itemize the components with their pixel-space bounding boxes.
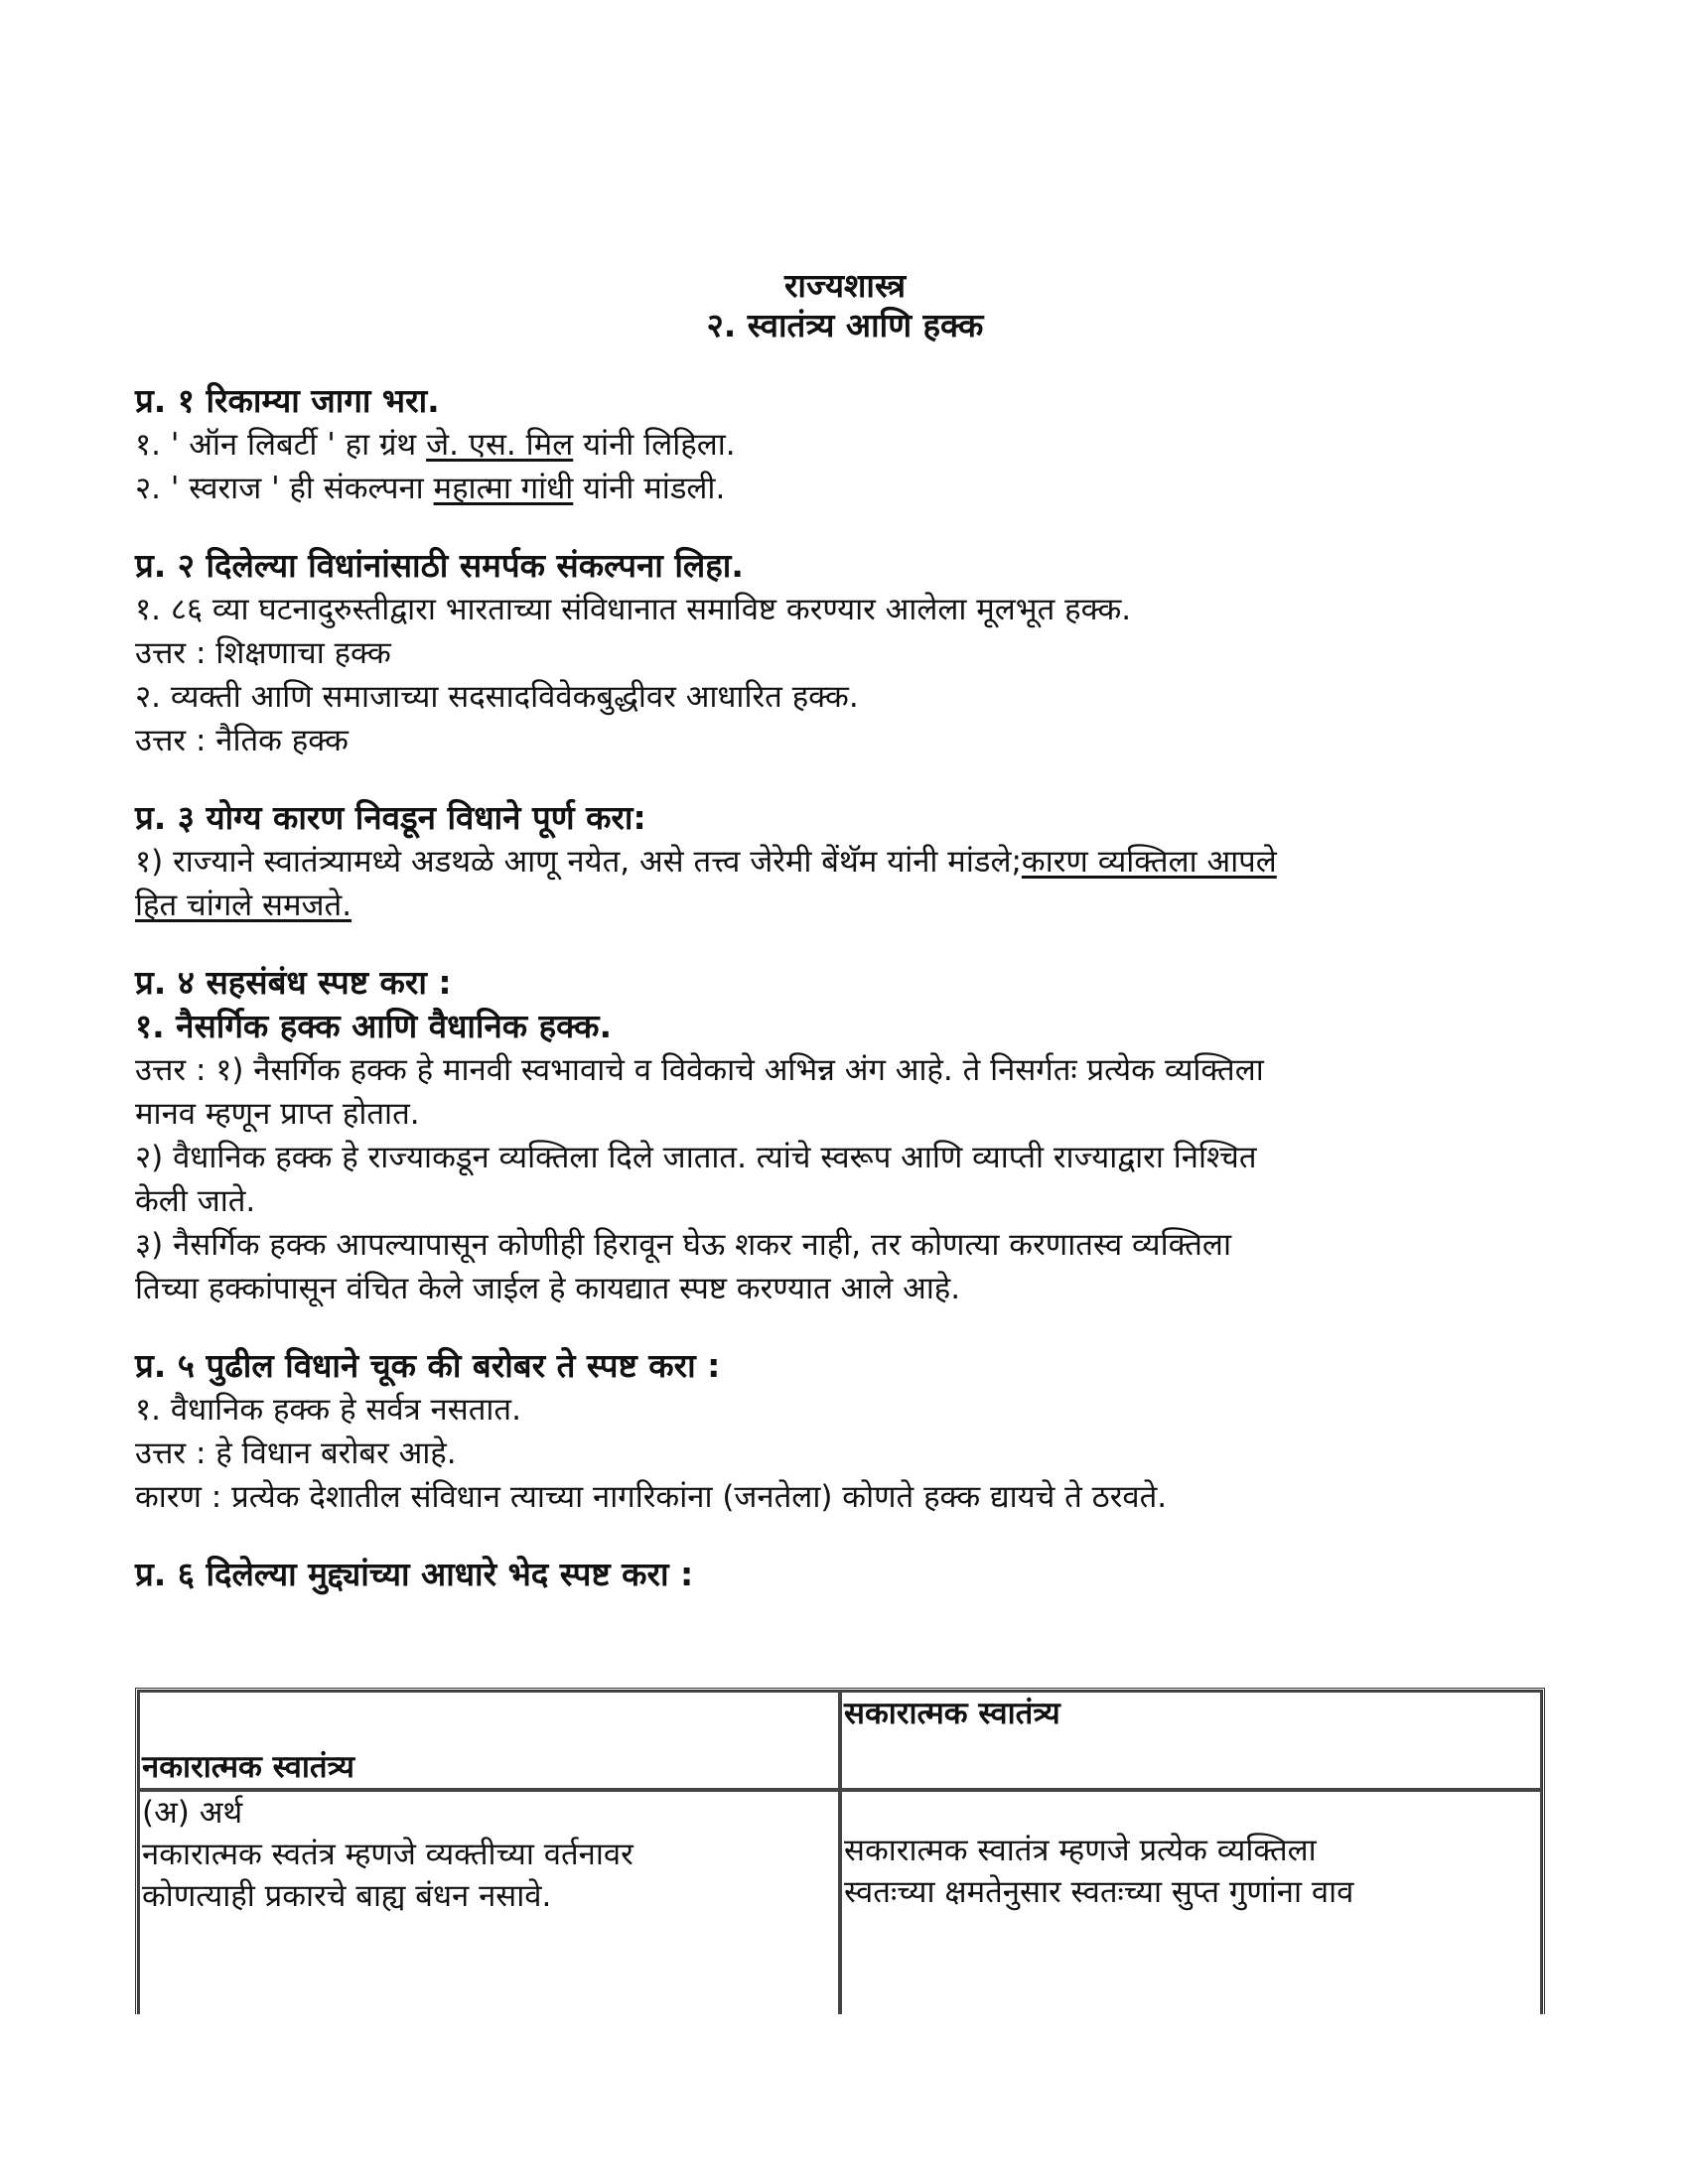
q4-line: २) वैधानिक हक्क हे राज्याकडून व्यक्तिला दिले जातात. त्यांचे स्वरूप आणि व्याप्ती राज्याद्वारा निश्चित: [135, 1140, 1257, 1175]
q1-item-2-answer: महात्मा गांधी: [433, 471, 574, 506]
table-header-row: [138, 1691, 1542, 1790]
q1-item-2-tail: यांनी मांडली.: [573, 471, 726, 506]
q3-statement-text: १) राज्याने स्वातंत्र्यामध्ये अडथळे आणू नयेत, असे तत्त्व जेरेमी बेंथॅम यांनी मांडले;: [135, 844, 1022, 880]
table-row: [138, 1790, 1542, 2014]
question-4-heading: प्र. ४ सहसंबंध स्पष्ट करा :: [135, 963, 452, 1002]
q2-line: उत्तर : नैतिक हक्क: [135, 723, 349, 758]
q4-line: तिच्या हक्कांपासून वंचित केले जाईल हे कायद्यात स्पष्ट करण्यात आले आहे.: [135, 1271, 961, 1306]
q4-line: केली जाते.: [135, 1183, 256, 1219]
question-6-heading: प्र. ६ दिलेल्या मुद्द्यांच्या आधारे भेद स्पष्ट करा :: [135, 1555, 694, 1593]
q3-statement-cont: [135, 884, 1555, 927]
question-6: [135, 1553, 1555, 1596]
q1-item-1: [135, 423, 1555, 467]
column-header-negative-liberty: नकारात्मक स्वातंत्र्य: [138, 1691, 840, 1790]
q5-line: उत्तर : हे विधान बरोबर आहे.: [135, 1435, 457, 1471]
positive-liberty-text: सकारात्मक स्वातंत्र म्हणजे प्रत्येक व्यक्तिला: [844, 1833, 1317, 1868]
question-2-heading: प्र. २ दिलेल्या विधांनांसाठी समर्पक संकल्पना लिहा.: [135, 546, 744, 585]
difference-table: [135, 1688, 1545, 2014]
question-1: [135, 379, 1555, 510]
point-label: (अ) अर्थ: [142, 1795, 243, 1831]
q3-answer-part-2: हित चांगले समजते.: [135, 887, 352, 923]
q4-line: मानव म्हणून प्राप्त होतात.: [135, 1096, 420, 1132]
q2-line: २. व्यक्ती आणि समाजाच्या सदसादविवेकबुद्धीवर आधारित हक्क.: [135, 679, 859, 715]
question-2: [135, 544, 1555, 762]
question-5-heading: प्र. ५ पुढील विधाने चूक की बरोबर ते स्पष्ट करा :: [135, 1346, 721, 1385]
negative-liberty-cell: [138, 1790, 840, 2014]
chapter-title: २. स्वातंत्र्य आणि हक्क: [706, 306, 984, 344]
q1-item-1-answer: जे. एस. मिल: [426, 427, 574, 463]
q2-line: १. ८६ व्या घटनादुरुस्तीद्वारा भारताच्या संविधानात समाविष्ट करण्यार आलेला मूलभूत हक्क.: [135, 592, 1132, 627]
question-4-subheading: १. नैसर्गिक हक्क आणि वैधानिक हक्क.: [135, 1007, 613, 1045]
question-1-heading: प्र. १ रिकाम्या जागा भरा.: [135, 381, 440, 420]
q2-line: उत्तर : शिक्षणाचा हक्क: [135, 635, 391, 671]
q1-item-1-text: १. ' ऑन लिबर्टी ' हा ग्रंथ: [135, 427, 427, 463]
question-5: [135, 1344, 1555, 1519]
question-4: [135, 961, 1555, 1310]
q1-item-2-text: २. ' स्वराज ' ही संकल्पना: [135, 471, 434, 506]
q4-line: उत्तर : १) नैसर्गिक हक्क हे मानवी स्वभावाचे व विवेकाचे अभिन्न अंग आहे. ते निसर्गतः प्रत्येक व्यक्तिला: [135, 1052, 1264, 1088]
column-header-positive-liberty: सकारात्मक स्वातंत्र्य: [840, 1691, 1542, 1790]
document-header: [135, 266, 1555, 345]
q5-line: कारण : प्रत्येक देशातील संविधान त्याच्या नागरिकांना (जनतेला) कोणते हक्क द्यायचे ते ठरवते.: [135, 1479, 1168, 1515]
positive-liberty-text: स्वतःच्या क्षमतेनुसार स्वतःच्या सुप्त गुणांना वाव: [844, 1874, 1354, 1910]
question-3: [135, 796, 1555, 927]
negative-liberty-text: नकारात्मक स्वतंत्र म्हणजे व्यक्तीच्या वर्तनावर: [142, 1837, 633, 1872]
positive-liberty-cell: [840, 1790, 1542, 2014]
q4-line: ३) नैसर्गिक हक्क आपल्यापासून कोणीही हिरावून घेऊ शकर नाही, तर कोणत्या करणातस्व व्यक्तिला: [135, 1227, 1231, 1263]
subject-title: राज्यशास्त्र: [783, 266, 907, 305]
document-page: [135, 266, 1555, 1596]
q5-line: १. वैधानिक हक्क हे सर्वत्र नसतात.: [135, 1392, 521, 1428]
negative-liberty-text: कोणत्याही प्रकारचे बाह्य बंधन नसावे.: [142, 1878, 552, 1914]
q1-item-2: [135, 467, 1555, 510]
q1-item-1-tail: यांनी लिहिला.: [573, 427, 736, 463]
q3-answer-part-1: कारण व्यक्तिला आपले: [1021, 844, 1277, 880]
q3-statement: [135, 840, 1555, 884]
question-3-heading: प्र. ३ योग्य कारण निवडून विधाने पूर्ण करा:: [135, 798, 646, 837]
